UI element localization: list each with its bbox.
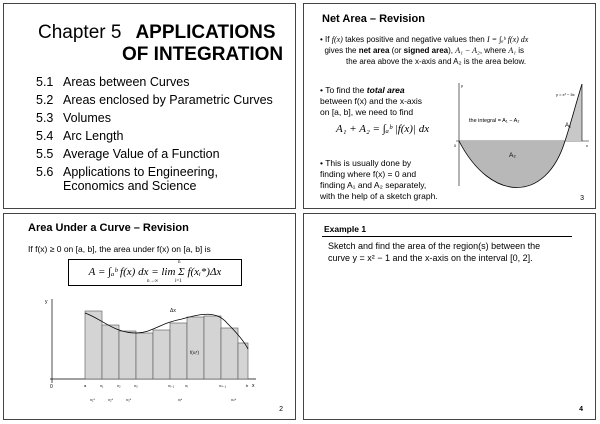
svg-text:xᵢ: xᵢ [185, 383, 188, 388]
svg-text:0: 0 [50, 384, 53, 390]
list-item: 5.1 Areas between Curves [36, 75, 190, 89]
slide-title: Net Area – Revision [322, 13, 425, 25]
list-item: 5.3 Volumes [36, 111, 111, 125]
a1-label: A₁ [565, 123, 572, 129]
riemann-rect [204, 316, 221, 379]
slide-net-area [303, 3, 596, 209]
region-a2 [459, 141, 565, 188]
riemann-rect [170, 323, 187, 379]
title-divider [322, 236, 572, 237]
slide-title: Area Under a Curve – Revision [28, 222, 189, 234]
riemann-rectangles [85, 311, 248, 379]
svg-text:xₙ*: xₙ* [231, 397, 237, 402]
svg-text:y: y [45, 299, 48, 305]
intro-text: If f(x) ≥ 0 on [a, b], the area under f(x) on [a, b] is [28, 244, 211, 254]
section-list [36, 73, 273, 193]
svg-text:x₃*: x₃* [126, 397, 132, 402]
title-line-1: APPLICATIONS [135, 22, 276, 43]
slide-area-under-curve [3, 213, 296, 420]
dx-label: Δx [170, 308, 176, 314]
example-text: Sketch and find the area of the region(s) between the curve y = x² − 1 and the x-axis on the interval [0, 2]. [328, 241, 541, 263]
riemann-rect [119, 331, 136, 379]
list-item: 5.6 Applications to Engineering, [36, 165, 218, 179]
riemann-rect [238, 343, 248, 379]
svg-text:x₂: x₂ [117, 383, 121, 388]
net-area-graph [451, 78, 593, 198]
x-tick-labels [84, 383, 249, 388]
bullet-net-area: • If f(x) takes positive and negative values then I = ∫ₐᵇ f(x) dx gives the net area (or signed area), A₁ − A₂, where A₁ is the area above the x-axis and A₂ is the area below. [320, 35, 529, 66]
page-number: 3 [580, 195, 584, 202]
svg-text:0: 0 [454, 143, 457, 148]
title-line-2: OF INTEGRATION [122, 44, 284, 65]
svg-text:x₁*: x₁* [90, 397, 95, 402]
riemann-sum-graph [42, 297, 262, 407]
svg-text:x₂*: x₂* [108, 397, 114, 402]
fx-label: f(xᵢ*) [190, 350, 199, 355]
slide-example-1 [303, 213, 596, 420]
bullet-sketch: • This is usually done by finding where f(x) = 0 and finding A₁ and A₂ separately, with the help of a sketch graph. [320, 158, 438, 201]
riemann-rect [102, 325, 119, 379]
riemann-rect [85, 311, 102, 379]
chapter-heading [38, 22, 276, 44]
page-number: 2 [279, 406, 283, 413]
curve-label: y = x³ − 5x [556, 92, 575, 97]
svg-text:a: a [84, 383, 87, 388]
page-number: 4 [579, 406, 583, 413]
slide-title: Example 1 [324, 224, 367, 234]
bullet-total-area: • To find the total area between f(x) and the x-axis on [a, b], we need to find A₁ + A₂ = ∫ₐᵇ |f(x)| dx [320, 85, 468, 135]
svg-text:y: y [461, 83, 463, 88]
chapter-label: Chapter 5 [38, 22, 122, 43]
svg-text:xᵢ₋₁: xᵢ₋₁ [168, 383, 175, 388]
slide-chapter-title [3, 3, 296, 209]
list-item: 5.2 Areas enclosed by Parametric Curves [36, 93, 273, 107]
riemann-rect [187, 317, 204, 379]
riemann-equation: A = ∫ₐᵇ f(x) dx = lim Σ f(xᵢ*)Δx n→∞ n i=1 [68, 259, 242, 286]
svg-text:x: x [252, 383, 255, 389]
svg-text:x₁: x₁ [100, 383, 104, 388]
riemann-rect [136, 333, 153, 379]
integral-label: the integral = A₁ − A₂ [469, 118, 520, 124]
svg-text:x₃: x₃ [134, 383, 138, 388]
riemann-rect [221, 328, 238, 379]
list-item-continuation: Economics and Science [63, 179, 197, 193]
sample-point-labels [90, 397, 237, 402]
svg-text:xₙ₋₁: xₙ₋₁ [219, 383, 227, 388]
riemann-rect [153, 330, 170, 379]
total-area-formula: A₁ + A₂ = ∫ₐᵇ |f(x)| dx [336, 123, 430, 135]
list-item: 5.4 Arc Length [36, 129, 124, 143]
svg-text:b: b [246, 383, 249, 388]
list-item: 5.5 Average Value of a Function [36, 147, 220, 161]
svg-text:xᵢ*: xᵢ* [178, 397, 183, 402]
a2-label: A₂ [509, 152, 516, 159]
svg-text:x: x [586, 143, 588, 148]
